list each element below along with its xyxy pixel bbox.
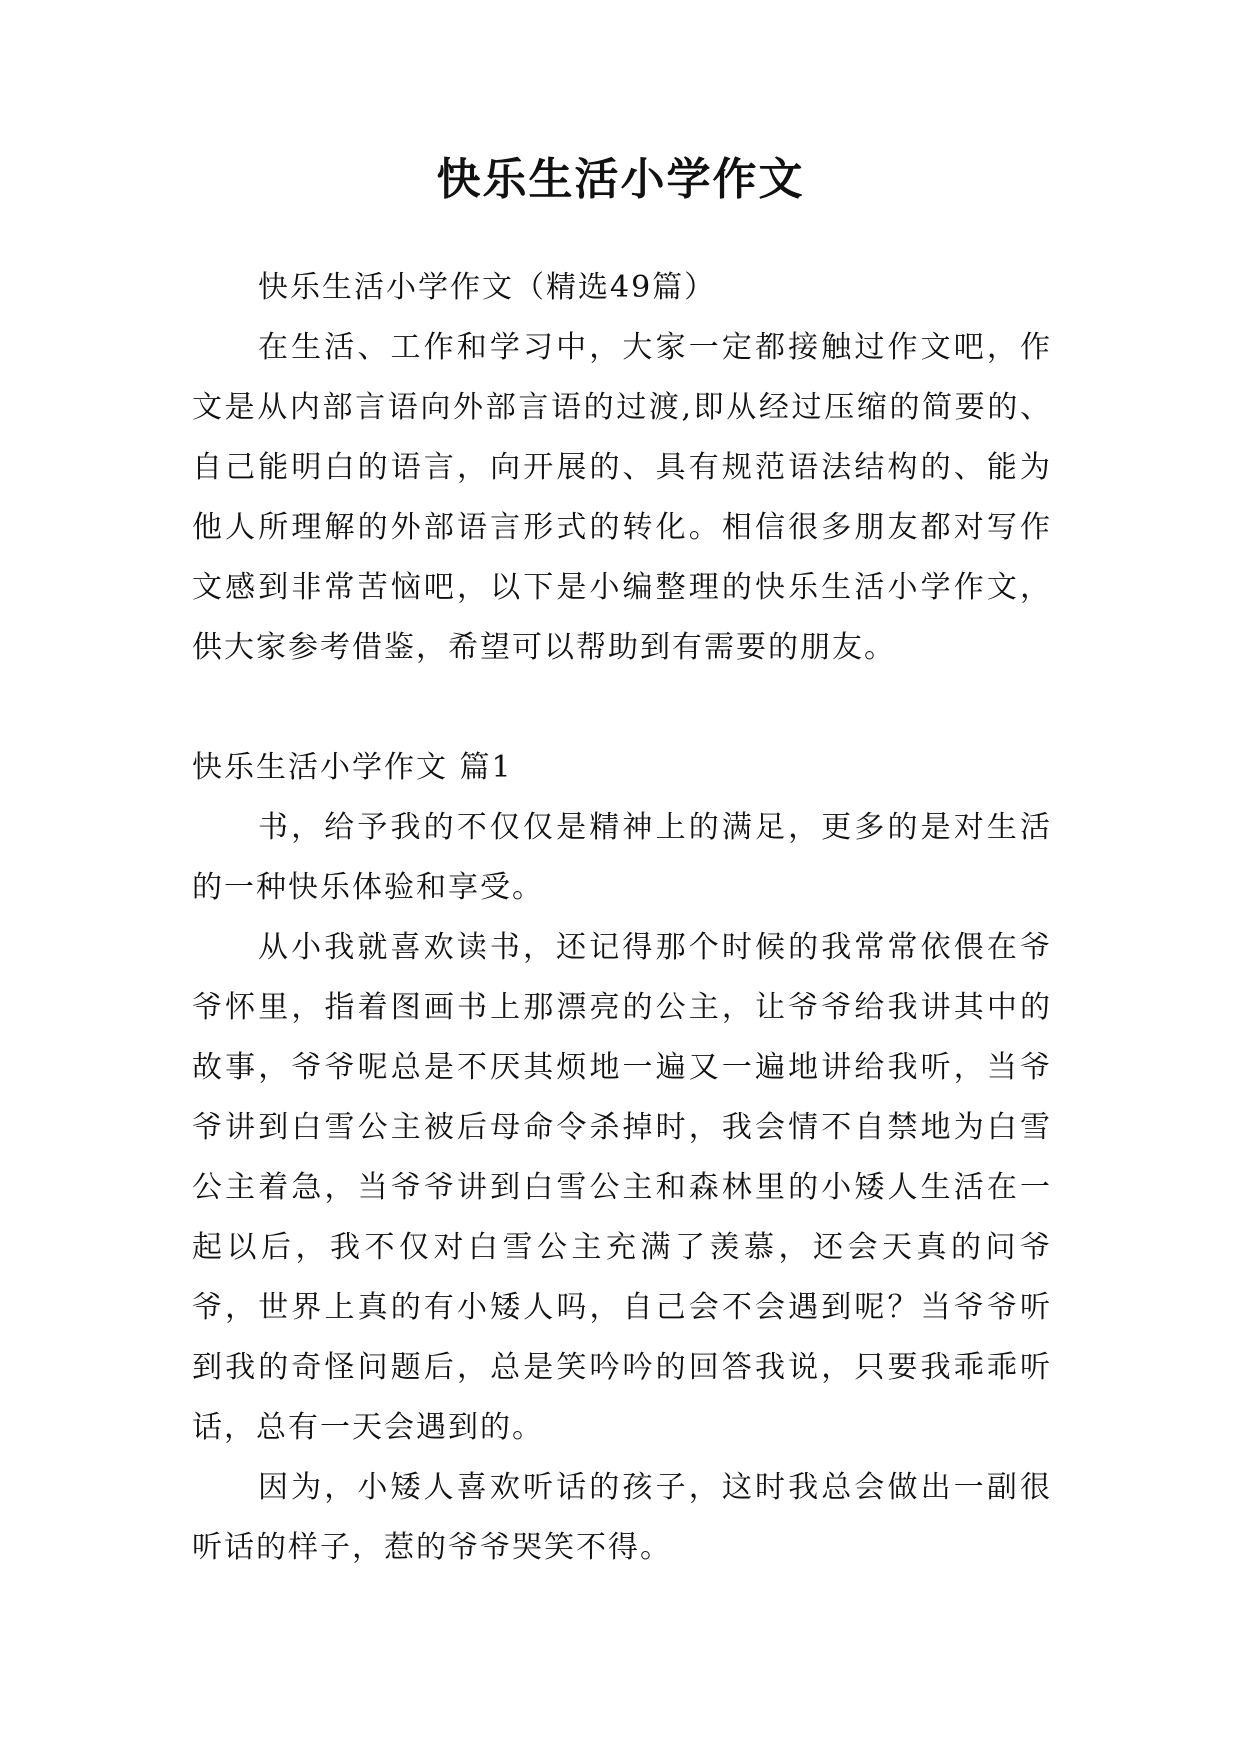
document-body: [192, 258, 1052, 1578]
section-paragraph: 因为，小矮人喜欢听话的孩子，这时我总会做出一副很听话的样子，惹的爷爷哭笑不得。: [192, 1470, 1052, 1565]
document-title: 快乐生活小学作文: [436, 154, 805, 205]
section-paragraph: 书，给予我的不仅仅是精神上的满足，更多的是对生活的一种快乐体验和享受。: [192, 810, 1052, 905]
section-title: 快乐生活小学作文 篇1: [192, 750, 513, 785]
section-paragraph: 从小我就喜欢读书，还记得那个时候的我常常依偎在爷爷怀里，指着图画书上那漂亮的公主，让爷爷给我讲其中的故事，爷爷呢总是不厌其烦地一遍又一遍地讲给我听，当爷爷讲到白雪公主被后母命令杀掉时，我会情不自禁地为白雪公主着急，当爷爷讲到白雪公主和森林里的小矮人生活在一起以后，我不仅对白雪公主充满了羡慕，还会天真的问爷爷，世界上真的有小矮人吗，自己会不会遇到呢？当爷爷听到我的奇怪问题后，总是笑吟吟的回答我说，只要我乖乖听话，总有一天会遇到的。: [192, 930, 1052, 1445]
intro-paragraph: 在生活、工作和学习中，大家一定都接触过作文吧，作文是从内部言语向外部言语的过渡,即从经过压缩的简要的、自己能明白的语言，向开展的、具有规范语法结构的、能为他人所理解的外部语言形式的转化。相信很多朋友都对写作文感到非常苦恼吧，以下是小编整理的快乐生活小学作文，供大家参考借鉴，希望可以帮助到有需要的朋友。: [192, 330, 1052, 665]
document-subtitle: 快乐生活小学作文（精选49篇）: [258, 270, 717, 305]
